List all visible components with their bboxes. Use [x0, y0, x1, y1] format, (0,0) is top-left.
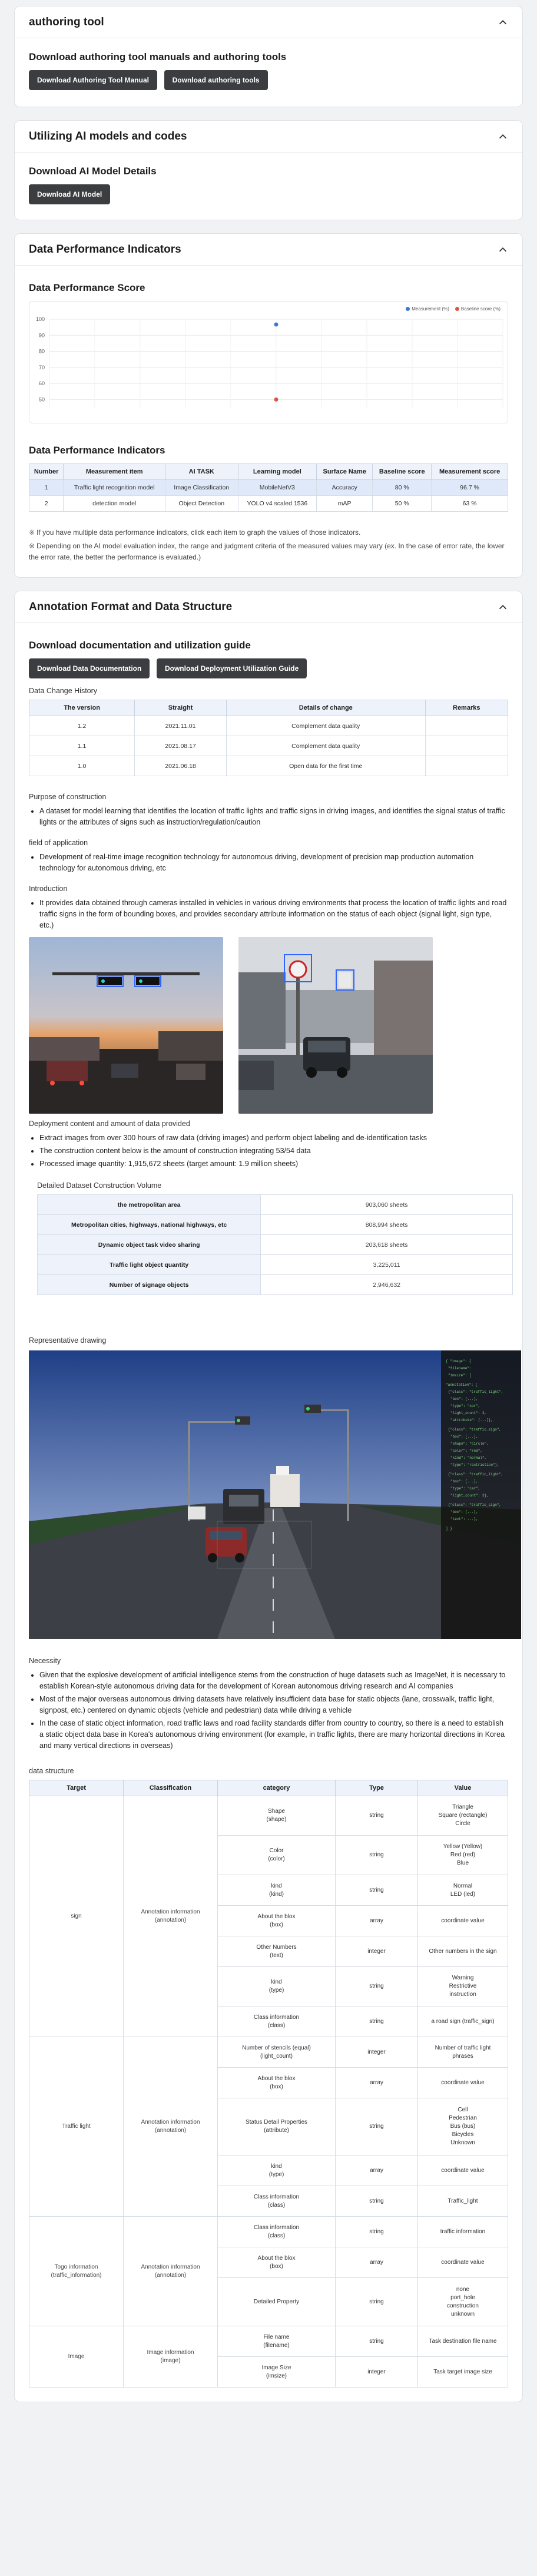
chevron-up-icon[interactable]: [498, 17, 508, 28]
value-cell: a road sign (traffic_sign): [418, 2007, 508, 2037]
table-cell: [425, 736, 508, 756]
necessity-list: [29, 1670, 508, 1751]
svg-text:"filename":: "filename":: [448, 1366, 472, 1370]
history-table: [29, 700, 508, 776]
table-row: [29, 716, 508, 736]
type-cell: integer: [336, 2037, 418, 2068]
authoring-tool-header[interactable]: [15, 6, 522, 38]
target-cell: Image: [29, 2326, 124, 2388]
svg-text:"light_count": 3},: "light_count": 3},: [450, 1494, 489, 1498]
subsection-title: Download authoring tool manuals and authoring tools: [29, 51, 287, 62]
column-header: Baseline score: [373, 464, 432, 480]
category-cell: Class information (class): [218, 2186, 336, 2217]
table-cell: Complement data quality: [226, 736, 425, 756]
section-title: Utilizing AI models and codes: [29, 130, 187, 143]
value-cell: Number of traffic light phrases: [418, 2037, 508, 2068]
intro-text: • It provides data obtained through cameras installed in vehicles in various driving environments that process the location of traffic lights and road traffic signs in the form of bounding boxes, and provides secondary attribute information on the status of each object (signal light, sign type, etc.): [39, 898, 508, 931]
type-cell: string: [336, 2217, 418, 2247]
table-row: [38, 1195, 513, 1215]
baseline-point[interactable]: [274, 398, 279, 402]
svg-text:"imsize": [: "imsize": [: [448, 1373, 472, 1378]
column-header: AI TASK: [165, 464, 238, 480]
note-evaluation: ※ Depending on the AI model evaluation index, the range and judgment criteria of the measured values may vary (ex. In the case of error rate, the lower the error rate, the better the performance is evaluated.): [29, 542, 505, 561]
table-row: [29, 1796, 508, 1836]
list-item: • In the case of static object information, road traffic laws and road facility standards differ from country to country, so there is a need to establish a static object data base in Korea's autonomous driving environment (for example, in traffic lights, there are many horizontal directions in Korea and many vertical directions in overseas): [39, 1718, 508, 1751]
table-cell: Image Classification: [165, 480, 238, 496]
value-cell: traffic information: [418, 2217, 508, 2247]
type-cell: array: [336, 2156, 418, 2186]
value-cell: Task target image size: [418, 2357, 508, 2388]
subsection-title: Download AI Model Details: [29, 165, 157, 177]
y-tick-label: 100: [35, 316, 45, 322]
y-tick-label: 80: [38, 348, 45, 355]
volume-key: Number of signage objects: [38, 1275, 261, 1295]
volume-value: 3,225,011: [261, 1255, 513, 1275]
classification-cell: Image information (image): [124, 2326, 218, 2388]
chevron-up-icon[interactable]: [498, 602, 508, 612]
volume-value: 903,060 sheets: [261, 1195, 513, 1215]
chevron-up-icon[interactable]: [498, 131, 508, 142]
type-cell: integer: [336, 2357, 418, 2388]
table-cell: Traffic light recognition model: [64, 480, 165, 496]
list-item: • Extract images from over 300 hours of raw data (driving images) and perform object labeling and de-identification tasks: [39, 1133, 508, 1144]
table-row: [38, 1275, 513, 1295]
volume-label: Detailed Dataset Construction Volume: [37, 1181, 162, 1190]
svg-text:"box": [...],: "box": [...],: [450, 1397, 478, 1401]
svg-text:] }: ] }: [446, 1527, 452, 1531]
measured-point[interactable]: [274, 323, 279, 327]
column-header: Measurement item: [64, 464, 165, 480]
performance-header[interactable]: [15, 234, 522, 266]
deploy-label: Deployment content and amount of data provided: [29, 1120, 190, 1128]
column-header: Type: [336, 1780, 418, 1796]
type-cell: array: [336, 1906, 418, 1936]
volume-value: 2,946,632: [261, 1275, 513, 1295]
section-title: Data Performance Indicators: [29, 243, 181, 256]
classification-cell: Annotation information (annotation): [124, 2037, 218, 2217]
performance-table: [29, 463, 508, 512]
category-cell: kind (type): [218, 2156, 336, 2186]
rep-label: Representative drawing: [29, 1336, 107, 1345]
value-cell: coordinate value: [418, 2068, 508, 2098]
value-cell: Triangle Square (rectangle) Circle: [418, 1796, 508, 1836]
subsection-title: Download documentation and utilization guide: [29, 640, 251, 651]
table-row: [29, 2217, 508, 2247]
performance-chart: [29, 301, 508, 423]
svg-text:"box": [...],: "box": [...],: [450, 1435, 478, 1439]
column-header: category: [218, 1780, 336, 1796]
purpose-label: Purpose of construction: [29, 793, 107, 801]
table-cell: YOLO v4 scaled 1536: [238, 496, 317, 512]
value-cell: Normal LED (led): [418, 1875, 508, 1906]
column-header: Classification: [124, 1780, 218, 1796]
category-cell: Color (color): [218, 1836, 336, 1875]
annotation-header[interactable]: [15, 591, 522, 623]
table-cell: 96.7 %: [432, 480, 508, 496]
type-cell: integer: [336, 1936, 418, 1967]
ai-models-card: [14, 120, 523, 220]
download-tools-button[interactable]: Download authoring tools: [164, 70, 268, 90]
category-cell: File name (filename): [218, 2326, 336, 2357]
list-item: • The construction content below is the amount of construction integrating 53/54 data: [39, 1145, 508, 1157]
value-cell: Other numbers in the sign: [418, 1936, 508, 1967]
value-cell: coordinate value: [418, 2247, 508, 2278]
purpose-text: • A dataset for model learning that identifies the location of traffic lights and traffic signs in driving images, and identifies the signal status of traffic lights or the attributes of signs such as instruction/regulation/caution: [39, 806, 508, 828]
legend-baseline[interactable]: Baseline score (%): [455, 306, 500, 312]
table-row: [38, 1235, 513, 1255]
volume-value: 808,994 sheets: [261, 1215, 513, 1235]
target-cell: Traffic light: [29, 2037, 124, 2217]
column-header: Target: [29, 1780, 124, 1796]
svg-text:{ "image": {: { "image": {: [446, 1359, 472, 1363]
y-tick-label: 60: [38, 380, 45, 387]
column-header: Number: [29, 464, 64, 480]
volume-key: Metropolitan cities, highways, national highways, etc: [38, 1215, 261, 1235]
svg-text:{"class": "traffic_light",: {"class": "traffic_light",: [448, 1472, 503, 1476]
svg-text:"annotation": [: "annotation": [: [446, 1383, 478, 1387]
list-item: • Given that the explosive development of artificial intelligence stems from the construction of huge datasets such as ImageNet, it is necessary to establish Korean-style autonomous driving data for the development of Korean autonomous driving research and AI companies: [39, 1670, 508, 1692]
table-cell: 2: [29, 496, 64, 512]
value-cell: coordinate value: [418, 2156, 508, 2186]
authoring-tool-card: [14, 6, 523, 107]
table-cell: 2021.06.18: [135, 756, 227, 776]
svg-text:"color": "red",: "color": "red",: [450, 1449, 483, 1453]
category-cell: kind (type): [218, 1967, 336, 2007]
type-cell: string: [336, 2326, 418, 2357]
column-header: The version: [29, 700, 135, 716]
category-cell: About the blox (box): [218, 2247, 336, 2278]
table-cell: 63 %: [432, 496, 508, 512]
type-cell: string: [336, 2098, 418, 2156]
table-cell: Complement data quality: [226, 716, 425, 736]
table-cell: detection model: [64, 496, 165, 512]
category-cell: kind (kind): [218, 1875, 336, 1906]
table-cell: MobileNetV3: [238, 480, 317, 496]
category-cell: Number of stencils (equal) (light_count): [218, 2037, 336, 2068]
value-cell: coordinate value: [418, 1906, 508, 1936]
svg-text:{"class": "traffic_light",: {"class": "traffic_light",: [448, 1390, 503, 1394]
column-header: Straight: [135, 700, 227, 716]
column-header: Remarks: [425, 700, 508, 716]
svg-text:"kind": "normal",: "kind": "normal",: [450, 1456, 487, 1460]
score-title: Data Performance Score: [29, 282, 145, 293]
table-cell: Object Detection: [165, 496, 238, 512]
category-cell: Other Numbers (text): [218, 1936, 336, 1967]
table-cell: Open data for the first time: [226, 756, 425, 776]
field-label: field of application: [29, 839, 88, 847]
download-manual-button[interactable]: Download Authoring Tool Manual: [29, 70, 157, 90]
type-cell: array: [336, 2068, 418, 2098]
volume-value: 203,618 sheets: [261, 1235, 513, 1255]
svg-text:"type": "car",: "type": "car",: [450, 1404, 480, 1408]
table-row: [38, 1255, 513, 1275]
volume-key: Dynamic object task video sharing: [38, 1235, 261, 1255]
category-cell: About the blox (box): [218, 2068, 336, 2098]
category-cell: About the blox (box): [218, 1906, 336, 1936]
svg-text:"shape": "circle",: "shape": "circle",: [450, 1442, 489, 1446]
column-header: Details of change: [226, 700, 425, 716]
table-row[interactable]: [29, 480, 508, 496]
column-header: Learning model: [238, 464, 317, 480]
value-cell: Yellow (Yellow) Red (red) Blue: [418, 1836, 508, 1875]
table-row: [29, 736, 508, 756]
y-tick-label: 50: [38, 396, 45, 403]
sample-photo-street-sign: [238, 937, 433, 1114]
type-cell: string: [336, 1967, 418, 2007]
table-row: [29, 2326, 508, 2357]
target-cell: sign: [29, 1796, 124, 2037]
note-multiple: ※ If you have multiple data performance indicators, click each item to graph the values of those indicators.: [29, 528, 361, 537]
table-cell: 1.0: [29, 756, 135, 776]
category-cell: Class information (class): [218, 2217, 336, 2247]
sample-photos: [29, 937, 508, 1114]
chart-svg: [29, 302, 522, 423]
table-cell: 2021.08.17: [135, 736, 227, 756]
performance-table-title: Data Performance Indicators: [29, 445, 165, 456]
table-cell: 1: [29, 480, 64, 496]
column-header: Surface Name: [317, 464, 373, 480]
volume-key: Traffic light object quantity: [38, 1255, 261, 1275]
field-text: • Development of real-time image recognition technology for autonomous driving, development of precision map production automation technology for autonomous driving, etc: [39, 852, 508, 874]
classification-cell: Annotation information (annotation): [124, 2217, 218, 2326]
type-cell: string: [336, 1836, 418, 1875]
annotation-card: [14, 591, 523, 2402]
classification-cell: Annotation information (annotation): [124, 1796, 218, 2037]
table-row[interactable]: [29, 496, 508, 512]
value-cell: Task destination file name: [418, 2326, 508, 2357]
table-cell: 2021.11.01: [135, 716, 227, 736]
intro-label: Introduction: [29, 885, 68, 893]
type-cell: string: [336, 2007, 418, 2037]
table-cell: 1.1: [29, 736, 135, 756]
chart-legend: [406, 306, 500, 312]
svg-text:"type": "restriction"},: "type": "restriction"},: [450, 1463, 499, 1467]
download-ai-model-button[interactable]: Download AI Model: [29, 184, 110, 204]
section-title: Annotation Format and Data Structure: [29, 600, 233, 613]
table-cell: Accuracy: [317, 480, 373, 496]
category-cell: Detailed Property: [218, 2278, 336, 2326]
structure-label: data structure: [29, 1767, 74, 1775]
table-cell: [425, 716, 508, 736]
type-cell: array: [336, 2247, 418, 2278]
list-item: • Processed image quantity: 1,915,672 sheets (target amount: 1.9 million sheets): [39, 1158, 508, 1170]
category-cell: Status Detail Properties (attribute): [218, 2098, 336, 2156]
y-tick-label: 90: [38, 332, 45, 339]
history-label: Data Change History: [29, 687, 98, 695]
value-cell: none port_hole construction unknown: [418, 2278, 508, 2326]
type-cell: string: [336, 1796, 418, 1836]
type-cell: string: [336, 1875, 418, 1906]
table-row: [38, 1215, 513, 1235]
category-cell: Class information (class): [218, 2007, 336, 2037]
list-item: • Most of the major overseas autonomous driving datasets have relatively insufficient data base for static objects (lane, crosswalk, traffic light, signpost, etc.) centered on dynamic objects (vehicle and pedestrian) data while driving a vehicle: [39, 1694, 508, 1716]
representative-drawing: [29, 1350, 521, 1639]
type-cell: string: [336, 2186, 418, 2217]
table-cell: 80 %: [373, 480, 432, 496]
volume-table: [37, 1194, 513, 1295]
table-row: [29, 2037, 508, 2068]
table-cell: 1.2: [29, 716, 135, 736]
performance-card: [14, 233, 523, 578]
svg-text:"box": [...],: "box": [...],: [450, 1510, 478, 1514]
sample-photo-dusk-traffic-light: [29, 937, 223, 1114]
y-tick-label: 70: [38, 364, 45, 370]
value-cell: Warning Restrictive instruction: [418, 1967, 508, 2007]
column-header: Value: [418, 1780, 508, 1796]
svg-text:"attribute": [...]},: "attribute": [...]},: [450, 1418, 493, 1422]
chevron-up-icon[interactable]: [498, 244, 508, 255]
table-cell: [425, 756, 508, 776]
value-cell: Cell Pedestrian Bus (bus) Bicycles Unknown: [418, 2098, 508, 2156]
svg-text:"text": ...},: "text": ...},: [450, 1517, 478, 1521]
svg-text:"box": [...],: "box": [...],: [450, 1479, 478, 1484]
table-cell: mAP: [317, 496, 373, 512]
target-cell: Togo information (traffic_information): [29, 2217, 124, 2326]
deploy-list: [29, 1133, 508, 1170]
svg-text:{"class": "traffic_sign",: {"class": "traffic_sign",: [448, 1428, 502, 1432]
svg-text:"light_count": 3,: "light_count": 3,: [450, 1411, 487, 1415]
svg-text:"type": "car",: "type": "car",: [450, 1486, 480, 1491]
necessity-label: Necessity: [29, 1657, 61, 1665]
ai-models-header[interactable]: [15, 121, 522, 153]
table-cell: 50 %: [373, 496, 432, 512]
section-title: authoring tool: [29, 15, 104, 28]
data-structure-table: [29, 1780, 508, 2388]
category-cell: Image Size (imsize): [218, 2357, 336, 2388]
value-cell: Traffic_light: [418, 2186, 508, 2217]
svg-text:{"class": "traffic_sign",: {"class": "traffic_sign",: [448, 1503, 502, 1507]
legend-measured[interactable]: Measurement (%): [406, 306, 449, 312]
type-cell: string: [336, 2278, 418, 2326]
category-cell: Shape (shape): [218, 1796, 336, 1836]
download-documentation-button[interactable]: Download Data Documentation: [29, 658, 150, 678]
table-row: [29, 756, 508, 776]
download-guide-button[interactable]: Download Deployment Utilization Guide: [157, 658, 307, 678]
volume-key: the metropolitan area: [38, 1195, 261, 1215]
column-header: Measurement score: [432, 464, 508, 480]
